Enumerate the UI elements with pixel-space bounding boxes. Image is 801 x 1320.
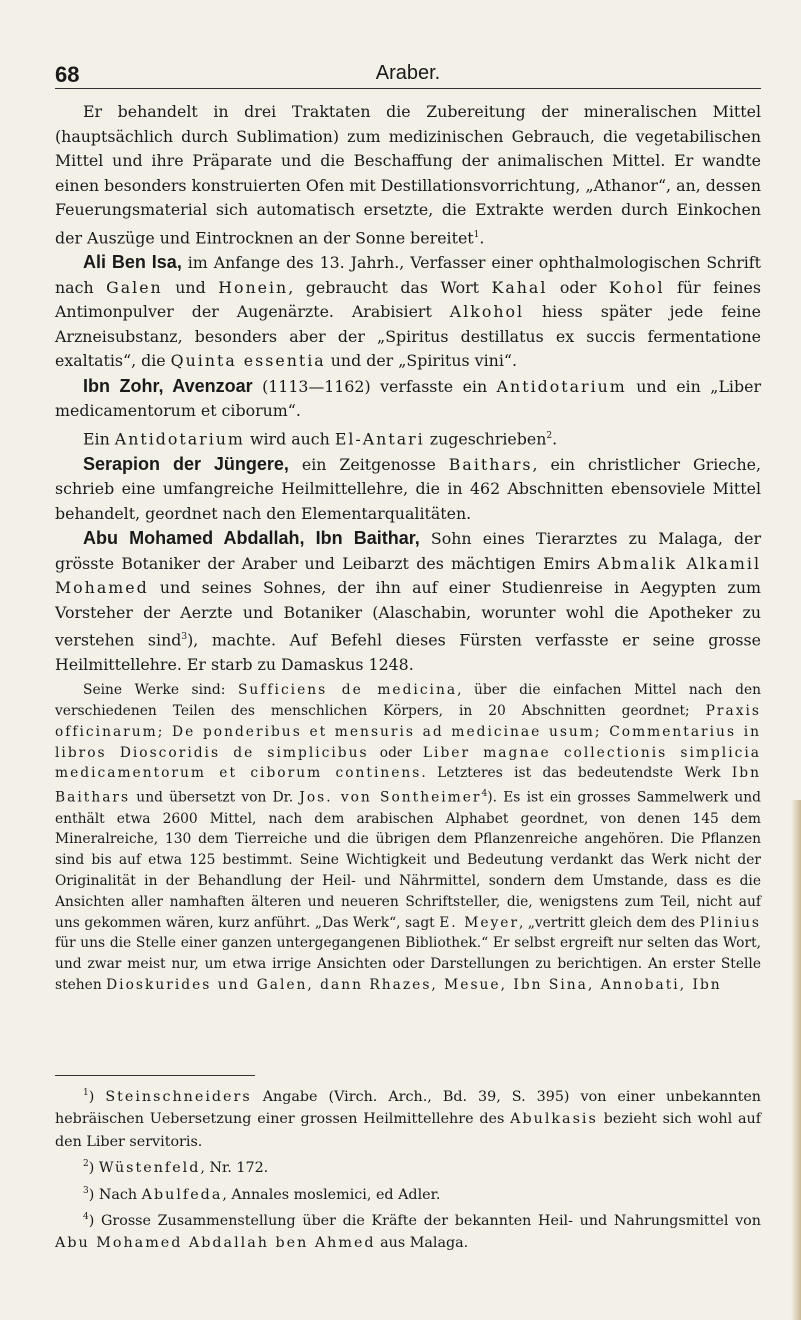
paragraph-abu-mohamed: Abu Mohamed Abdallah, Ibn Baithar, Sohn eines Tierarztes zu Malaga, der grösste Botaniker der Araber und Leibarzt des mächtigen Emirs Abmalik Alkamil Mohamed und seines Sohnes, der ihn auf einer Studienreise in Aegypten zum Vorsteher der Aerzte und Botaniker (Alaschabin, worunter wohl die Apotheker zu verstehen sind$^3$), machte. Auf Befehl dieses Fürsten verfasste er seine grosse Heilmittellehre. Er starb zu Damaskus 1248. bbox=[55, 528, 762, 674]
footnote-3: $^3$) Nach Abulfeda, Annales moslemici, ed Adler. bbox=[83, 1185, 441, 1203]
paragraph-serapion: Serapion der Jüngere, ein Zeitgenosse Baithars, ein christlicher Grieche, schrieb eine umfangreiche Heilmittellehre, die in 462 Abschnitten ebensoviele Mittel behandelt, geordnet nach den Elementarqualitäten. bbox=[55, 453, 762, 523]
footnote-4: $^4$) Grosse Zusammenstellung über die Kräfte der bekannten Heil- und Nahrungsmittel von Abu Mohamed Abdallah ben Ahmed aus Malaga. bbox=[55, 1211, 761, 1252]
paragraph-ibn-zohr: Ibn Zohr, Avenzoar (1113—1162) verfasste ein Antidotarium und ein „Liber medicamentorum et ciborum“. bbox=[55, 375, 761, 421]
page-edge-shadow bbox=[791, 800, 801, 1320]
paragraph-ali-ben-isa: Ali Ben Isa, im Anfange des 13. Jahrh., Verfasser einer ophthalmologischen Schrift nach Galen und Honein, gebraucht das Wort Kahal oder Kohol für feines Antimonpulver der Augenärzte. Arabisiert Alkohol hiess später jede feine Arzneisubstanz, besonders aber der „Spiritus destillatus ex succis fermentatione exaltatis“, die Quinta essentia und der „Spiritus vini“. bbox=[55, 252, 761, 371]
page-header bbox=[55, 62, 761, 86]
paragraph-intro: Er behandelt in drei Traktaten die Zubereitung der mineralischen Mittel (hauptsächlich durch Sublimation) zum medizinischen Gebrauch, die vegetabilischen Mittel und ihre Präparate und die Beschaffung der animalischen Mittel. Er wandte einen besonders konstruierten Ofen mit Destillationsvorrichtung, „Athanor“, an, dessen Feuerungsmaterial sich automatisch ersetzte, die Extrakte werden durch Einkochen der Auszüge und Eintrocknen an der Sonne bereitet$^1$. bbox=[55, 102, 761, 247]
header-rule bbox=[55, 88, 761, 89]
footnotes bbox=[55, 1082, 761, 1255]
footnote-2: $^2$) Wüstenfeld, Nr. 172. bbox=[83, 1159, 269, 1177]
paragraph-el-antari: Ein Antidotarium wird auch El-Antari zugeschrieben$^2$. bbox=[83, 429, 558, 449]
footnote-1: $^1$) Steinschneiders Angabe (Virch. Arch., Bd. 39, S. 395) von einer unbekannten hebräischen Uebersetzung einer grossen Heilmittellehre des Abulkasis bezieht sich wohl auf den Liber servitoris. bbox=[55, 1088, 762, 1150]
page-number: 68 bbox=[55, 62, 80, 87]
paragraph-works: Seine Werke sind: Sufficiens de medicina, über die einfachen Mittel nach den verschiedenen Teilen des menschlichen Körpers, in 20 Abschnitten geordnet; Praxis officinarum; De ponderibus et mensuris ad medicinae usum; Commentarius in libros Dioscoridis de simplicibus oder Liber magnae collectionis simplicia medicamentorum et ciborum continens. Letzteres ist das bedeutendste Werk Ibn Baithars und übersetzt von Dr. Jos. von Sontheimer$^4$). Es ist ein grosses Sammelwerk und enthält etwa 2600 Mittel, nach dem arabischen Alphabet geordnet, von denen 145 dem Mineralreiche, 130 dem Tierreiche und die übrigen dem Pflanzenreiche angehören. Die Pflanzen sind bis auf etwa 125 bestimmt. Seine Wichtigkeit und Bedeutung verdankt das Werk nicht der Originalität in der Behandlung der Heil- und Nährmittel, sondern dem Umstande, dass es die Ansichten aller namhaften älteren und neueren Schriftsteller, die, wenigstens zum Teil, nicht auf uns gekommen wären, kurz anführt. „Das Werk“, sagt E. Meyer, „vertritt gleich dem des Plinius für uns die Stelle einer ganzen untergegangenen Bibliothek.“ Er selbst ergreift nur selten das Wort, und zwar meist nur, um etwa irrige Ansichten oder Darstellungen zu berichtigen. An erster Stelle stehen Dioskurides und Galen, dann Rhazes, Mesue, Ibn Sina, Annobati, Ibn bbox=[55, 682, 762, 994]
footnote-rule bbox=[55, 1075, 255, 1076]
main-text bbox=[55, 100, 761, 996]
running-title: Araber. bbox=[375, 62, 441, 84]
